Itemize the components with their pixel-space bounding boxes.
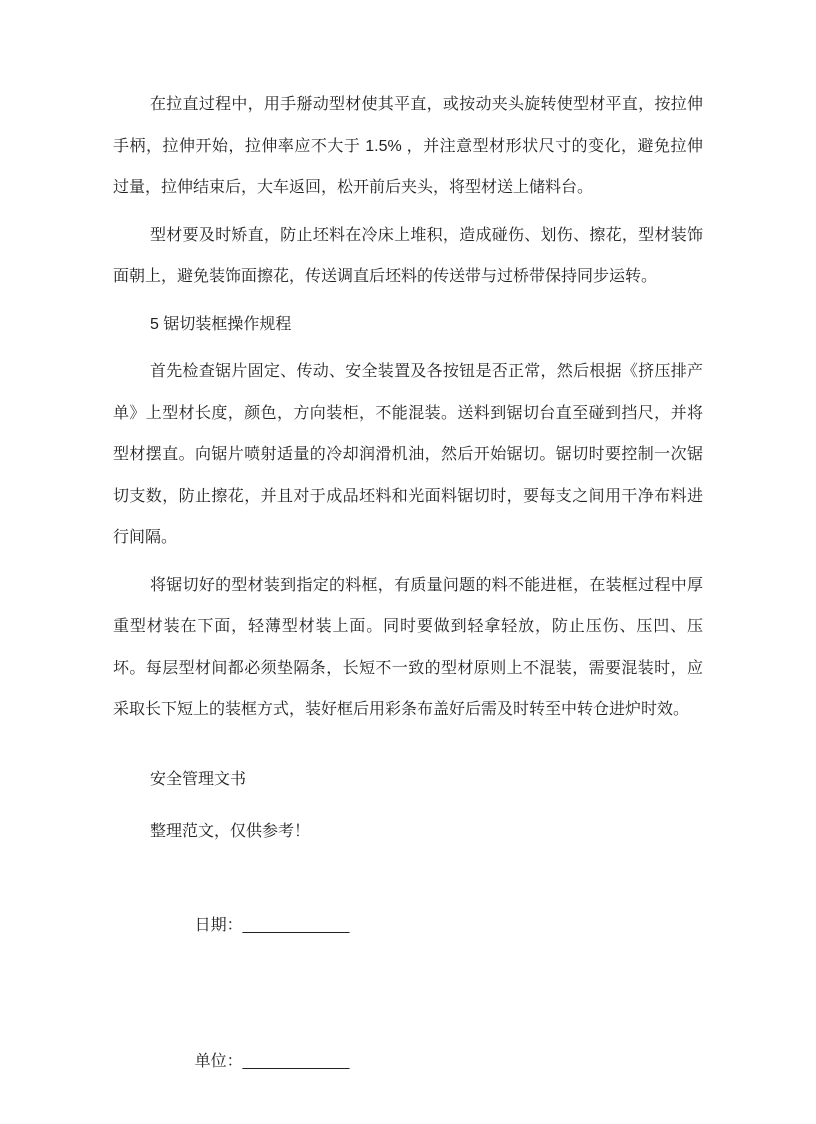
paragraph-correction [113,215,703,298]
text-line: 行间隔。 [113,529,178,546]
text-line: 切支数，防止擦花，并且对于成品坯料和光面料锯切时，要每支之间用干净布料进 [113,487,703,505]
text-line: 过量，拉伸结束后，大车返回，松开前后夹头，将型材送上储料台。 [113,179,594,196]
unit-line [113,999,703,1124]
text-line: 单》上型材长度，颜色，方向装柜，不能混装。送料到锯切台直至碰到挡尺，并将 [113,404,703,422]
paragraph-straightening [113,84,703,209]
paragraph-framing [113,565,703,731]
doc-category-line: 安全管理文书 [150,770,247,788]
text-line: 坏。每层型材间都必须垫隔条，长短不一致的型材原则上不混装，需要混装时，应 [113,659,703,677]
text-line: 将锯切好的型材装到指定的料框，有质量问题的料不能进框，在装框过程中厚 [150,576,703,594]
text-line: 在拉直过程中，用手掰动型材使其平直，或按动夹头旋转使型材平直，按拉伸 [150,96,703,113]
paragraph-sawing [113,351,703,559]
date-line [113,864,703,989]
text-line: 手柄，拉伸开始，拉伸率应不大于 1.5% ，并注意型材形状尺寸的变化，避免拉伸 [113,137,703,155]
text-line: 采取长下短上的装框方式，装好框后用彩条布盖好后需及时转至中转仓进炉时效。 [113,701,690,718]
text-line: 型材摆直。向锯片喷射适量的冷却润滑机油，然后开始锯切。锯切时要控制一次锯 [113,446,703,463]
date-label: 日期： [194,917,243,934]
document-footer [113,759,703,1124]
unit-blank-field: ____________ [242,1052,350,1070]
text-line: 重型材装在下面，轻薄型材装上面。同时要做到轻拿轻放，防止压伤、压凹、压 [113,618,703,635]
section-heading-sawing [113,304,703,346]
unit-label: 单位： [194,1052,243,1070]
doc-category [113,759,703,801]
text-line: 面朝上，避免装饰面擦花，传送调直后坯料的传送带与过桥带保持同步运转。 [113,268,658,285]
heading-line: 5 锯切装框操作规程 [150,315,292,333]
date-blank-field: ____________ [242,917,350,934]
text-line: 型材要及时矫直，防止坯料在冷床上堆积，造成碰伤、划伤、擦花，型材装饰 [150,226,703,244]
text-line: 首先检查锯片固定、传动、安全装置及各按钮是否正常，然后根据《挤压排产 [150,363,703,380]
doc-note [113,811,703,853]
doc-note-line: 整理范文，仅供参考！ [150,823,311,840]
